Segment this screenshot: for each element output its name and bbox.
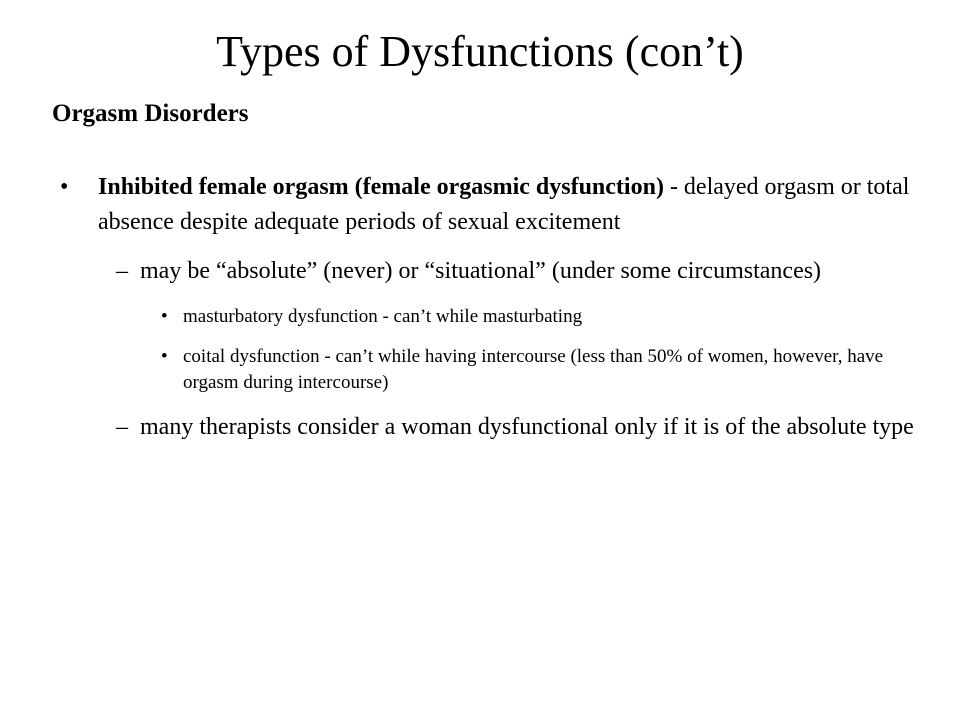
subsubitem-coital-dysfunction [60,344,915,396]
subsubitem-masturbatory-dysfunction [60,304,915,330]
subitem-therapists-consider [60,410,915,444]
subitem-text: may be “absolute” (never) or “situational” (under some circumstances) [140,258,822,284]
bullet-glyph: • [60,174,69,200]
subitem-text: many therapists consider a woman dysfunctional only if it is of the absolute type [140,414,914,440]
dash-glyph: – [116,414,128,440]
dash-glyph: – [116,258,128,284]
subsubitem-text: coital dysfunction - can’t while having intercourse (less than 50% of women, however, have orgasm during intercourse) [183,346,884,393]
subitem-absolute-situational [60,254,915,288]
bullet-glyph: • [161,346,168,367]
bullet-item-lead: Inhibited female orgasm (female orgasmic dysfunction) [98,174,664,200]
bullet-item-inhibited-female-orgasm [60,170,915,240]
bullet-glyph: • [161,306,168,327]
bullet-item-text: - delayed orgasm or total absence despite adequate periods of sexual excitement [98,174,910,235]
slide-content [60,170,915,460]
slide-title: Types of Dysfunctions (con’t) [216,27,744,76]
subsubitem-text: masturbatory dysfunction - can’t while masturbating [183,306,583,327]
section-heading: Orgasm Disorders [52,100,249,127]
